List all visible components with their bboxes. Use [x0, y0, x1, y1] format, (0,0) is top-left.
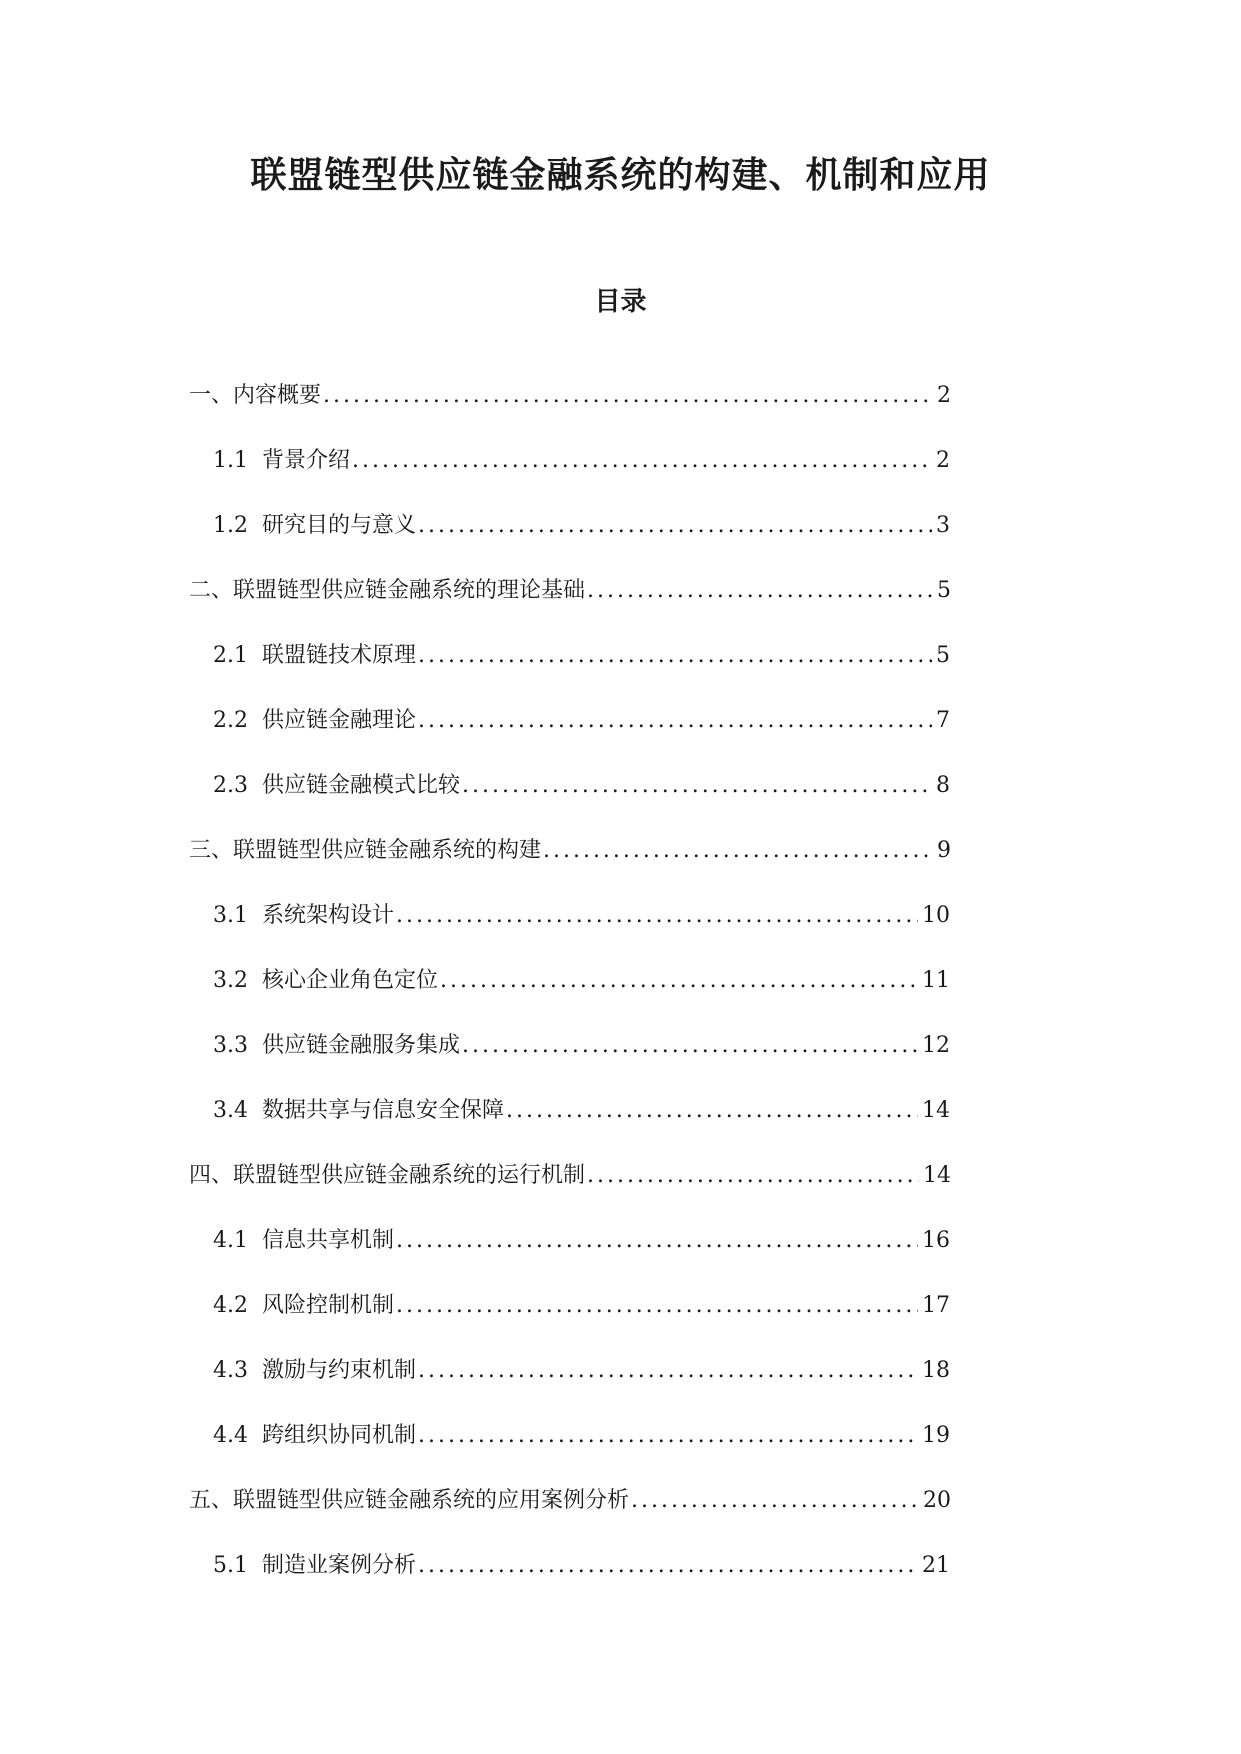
toc-entry-label: 四、联盟链型供应链金融系统的运行机制 — [189, 1163, 586, 1188]
toc-entry-label: 制造业案例分析 — [262, 1553, 417, 1578]
toc-section-entry[interactable] — [0, 381, 1241, 446]
document-title: 联盟链型供应链金融系统的构建、机制和应用 — [250, 155, 991, 196]
toc-entry-number: 4.2 — [213, 1293, 248, 1318]
toc-entry-label: 一、内容概要 — [189, 383, 322, 408]
toc-page-number: 11 — [922, 968, 950, 993]
toc-entry-label: 五、联盟链型供应链金融系统的应用案例分析 — [189, 1488, 630, 1513]
toc-entry-number: 4.4 — [213, 1423, 248, 1448]
toc-entry-label: 系统架构设计 — [262, 903, 395, 928]
toc-entry-line — [189, 1486, 951, 1516]
toc-entry-line — [213, 706, 950, 736]
table-of-contents — [0, 381, 1241, 1616]
toc-dot-leader — [418, 1356, 918, 1386]
toc-subsection-entry[interactable] — [0, 901, 1241, 966]
toc-entry-line — [213, 1096, 950, 1126]
toc-dot-leader — [396, 1226, 918, 1256]
toc-heading: 目录 — [594, 287, 647, 317]
toc-entry-number: 4.1 — [213, 1228, 248, 1253]
toc-entry-line — [213, 1031, 950, 1061]
toc-entry-label: 供应链金融理论 — [262, 708, 417, 733]
toc-entry-line — [189, 576, 951, 606]
toc-dot-leader — [352, 446, 932, 476]
toc-dot-leader — [631, 1486, 919, 1516]
toc-subsection-entry[interactable] — [0, 641, 1241, 706]
toc-page-number: 14 — [922, 1098, 950, 1123]
toc-entry-line — [213, 1356, 950, 1386]
toc-entry-number: 2.3 — [213, 773, 248, 798]
toc-dot-leader — [587, 1161, 919, 1191]
toc-entry-label: 核心企业角色定位 — [262, 968, 439, 993]
toc-entry-number: 1.2 — [213, 513, 248, 538]
toc-entry-number: 2.1 — [213, 643, 248, 668]
toc-dot-leader — [418, 1421, 918, 1451]
toc-page-number: 17 — [922, 1293, 950, 1318]
toc-subsection-entry[interactable] — [0, 706, 1241, 771]
toc-subsection-entry[interactable] — [0, 1356, 1241, 1421]
toc-page-number: 19 — [922, 1423, 950, 1448]
toc-entry-line — [213, 641, 950, 671]
toc-entry-number: 3.1 — [213, 903, 248, 928]
toc-entry-label: 二、联盟链型供应链金融系统的理论基础 — [189, 578, 586, 603]
toc-entry-line — [213, 1291, 950, 1321]
toc-page-number: 2 — [936, 448, 950, 473]
toc-dot-leader — [543, 836, 933, 866]
toc-dot-leader — [462, 771, 932, 801]
toc-page-number: 2 — [937, 383, 951, 408]
toc-entry-number: 5.1 — [213, 1553, 248, 1578]
toc-dot-leader — [323, 381, 933, 411]
toc-entry-line — [213, 966, 950, 996]
toc-entry-label: 数据共享与信息安全保障 — [262, 1098, 505, 1123]
toc-subsection-entry[interactable] — [0, 1226, 1241, 1291]
toc-page-number: 8 — [936, 773, 950, 798]
toc-subsection-entry[interactable] — [0, 1291, 1241, 1356]
toc-entry-label: 供应链金融服务集成 — [262, 1033, 461, 1058]
toc-page-number: 9 — [937, 838, 951, 863]
toc-subsection-entry[interactable] — [0, 1031, 1241, 1096]
toc-section-entry[interactable] — [0, 1486, 1241, 1551]
toc-page-number: 18 — [922, 1358, 950, 1383]
toc-entry-line — [213, 1421, 950, 1451]
toc-entry-label: 激励与约束机制 — [262, 1358, 417, 1383]
toc-entry-label: 联盟链技术原理 — [262, 643, 417, 668]
toc-entry-label: 背景介绍 — [262, 448, 351, 473]
toc-dot-leader — [506, 1096, 918, 1126]
toc-entry-label: 跨组织协同机制 — [262, 1423, 417, 1448]
toc-entry-number: 3.2 — [213, 968, 248, 993]
toc-entry-line — [213, 446, 950, 476]
toc-entry-label: 风险控制机制 — [262, 1293, 395, 1318]
toc-dot-leader — [396, 1291, 918, 1321]
toc-section-entry[interactable] — [0, 576, 1241, 641]
toc-dot-leader — [396, 901, 918, 931]
toc-entry-line — [213, 1551, 950, 1581]
toc-page-number: 21 — [922, 1553, 950, 1578]
toc-entry-label: 供应链金融模式比较 — [262, 773, 461, 798]
toc-entry-number: 4.3 — [213, 1358, 248, 1383]
toc-dot-leader — [462, 1031, 918, 1061]
toc-dot-leader — [418, 641, 932, 671]
toc-subsection-entry[interactable] — [0, 511, 1241, 576]
toc-dot-leader — [440, 966, 918, 996]
toc-subsection-entry[interactable] — [0, 1421, 1241, 1486]
toc-entry-number: 3.4 — [213, 1098, 248, 1123]
toc-dot-leader — [587, 576, 933, 606]
toc-entry-number: 2.2 — [213, 708, 248, 733]
toc-subsection-entry[interactable] — [0, 446, 1241, 511]
toc-subsection-entry[interactable] — [0, 1551, 1241, 1616]
toc-page-number: 14 — [923, 1163, 951, 1188]
toc-dot-leader — [418, 1551, 918, 1581]
toc-page-number: 3 — [936, 513, 950, 538]
toc-subsection-entry[interactable] — [0, 966, 1241, 1031]
toc-page-number: 12 — [922, 1033, 950, 1058]
toc-entry-label: 信息共享机制 — [262, 1228, 395, 1253]
toc-entry-line — [189, 381, 951, 411]
toc-entry-number: 1.1 — [213, 448, 248, 473]
toc-entry-line — [189, 1161, 951, 1191]
toc-dot-leader — [418, 511, 932, 541]
toc-page-number: 5 — [937, 578, 951, 603]
toc-entry-line — [189, 836, 951, 866]
toc-entry-line — [213, 901, 950, 931]
toc-subsection-entry[interactable] — [0, 1096, 1241, 1161]
toc-dot-leader — [418, 706, 932, 736]
toc-entry-label: 三、联盟链型供应链金融系统的构建 — [189, 838, 542, 863]
toc-page-number: 20 — [923, 1488, 951, 1513]
toc-page-number: 10 — [922, 903, 950, 928]
toc-subsection-entry[interactable] — [0, 771, 1241, 836]
toc-page-number: 7 — [936, 708, 950, 733]
toc-entry-line — [213, 511, 950, 541]
toc-entry-line — [213, 1226, 950, 1256]
toc-page-number: 16 — [922, 1228, 950, 1253]
toc-entry-label: 研究目的与意义 — [262, 513, 417, 538]
toc-section-entry[interactable] — [0, 1161, 1241, 1226]
toc-page-number: 5 — [936, 643, 950, 668]
toc-entry-line — [213, 771, 950, 801]
toc-entry-number: 3.3 — [213, 1033, 248, 1058]
toc-section-entry[interactable] — [0, 836, 1241, 901]
